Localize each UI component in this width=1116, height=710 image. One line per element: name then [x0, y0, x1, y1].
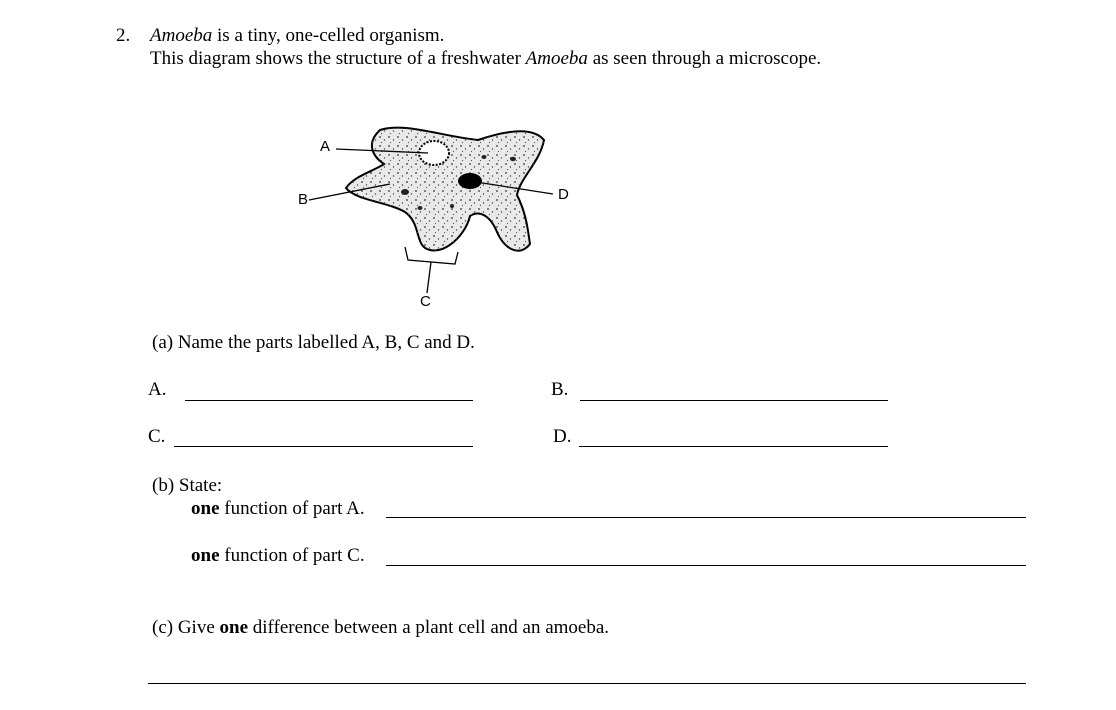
- intro-line-1-text: is a tiny, one-celled organism.: [212, 25, 445, 46]
- answer-line-b[interactable]: [580, 400, 888, 401]
- label-line-c: [427, 262, 431, 293]
- answer-label-a: A.: [148, 379, 167, 400]
- part-b-prompt: (b) State:: [152, 475, 223, 496]
- food-vacuole: [510, 157, 516, 161]
- part-c-prompt: [152, 617, 609, 639]
- intro-line-2-post: as seen through a microscope.: [587, 48, 822, 69]
- answer-line-a[interactable]: [185, 400, 473, 401]
- answer-line-c[interactable]: [174, 446, 473, 447]
- answer-label-b: B.: [551, 379, 569, 400]
- part-c-prefix: (c) Give: [152, 617, 220, 638]
- answer-line-function-a[interactable]: [386, 517, 1026, 518]
- question-intro-line-2: [150, 48, 821, 70]
- question-number: 2.: [116, 25, 131, 46]
- answer-line-function-c[interactable]: [386, 565, 1026, 566]
- food-vacuole: [482, 155, 487, 159]
- diagram-label-b: B: [298, 191, 309, 208]
- part-b-line-2-text: function of part C.: [219, 545, 365, 566]
- diagram-label-c: C: [420, 293, 431, 310]
- organism-name: Amoeba: [150, 25, 213, 46]
- part-b-line-1-text: function of part A.: [219, 498, 365, 519]
- food-vacuole: [418, 206, 423, 210]
- part-b-line-2: [191, 545, 365, 567]
- food-vacuole: [401, 189, 409, 195]
- nucleus: [458, 173, 482, 189]
- emphasis-one: one: [191, 498, 220, 519]
- answer-label-c: C.: [148, 426, 166, 447]
- part-c-rest: difference between a plant cell and an amoeba.: [248, 617, 610, 638]
- part-b-line-1: [191, 498, 365, 520]
- intro-line-2-pre: This diagram shows the structure of a freshwater: [150, 48, 526, 69]
- diagram-label-a: A: [320, 138, 331, 155]
- emphasis-one: one: [219, 617, 249, 638]
- emphasis-one: one: [191, 545, 220, 566]
- part-a-prompt: (a) Name the parts labelled A, B, C and D.: [152, 332, 475, 353]
- answer-line-d[interactable]: [579, 446, 888, 447]
- organism-name-2: Amoeba: [525, 48, 588, 69]
- food-vacuole: [450, 204, 454, 208]
- question-intro-line-1: [150, 25, 444, 47]
- answer-line-difference[interactable]: [148, 683, 1026, 684]
- answer-label-d: D.: [553, 426, 572, 447]
- diagram-label-d: D: [558, 186, 569, 203]
